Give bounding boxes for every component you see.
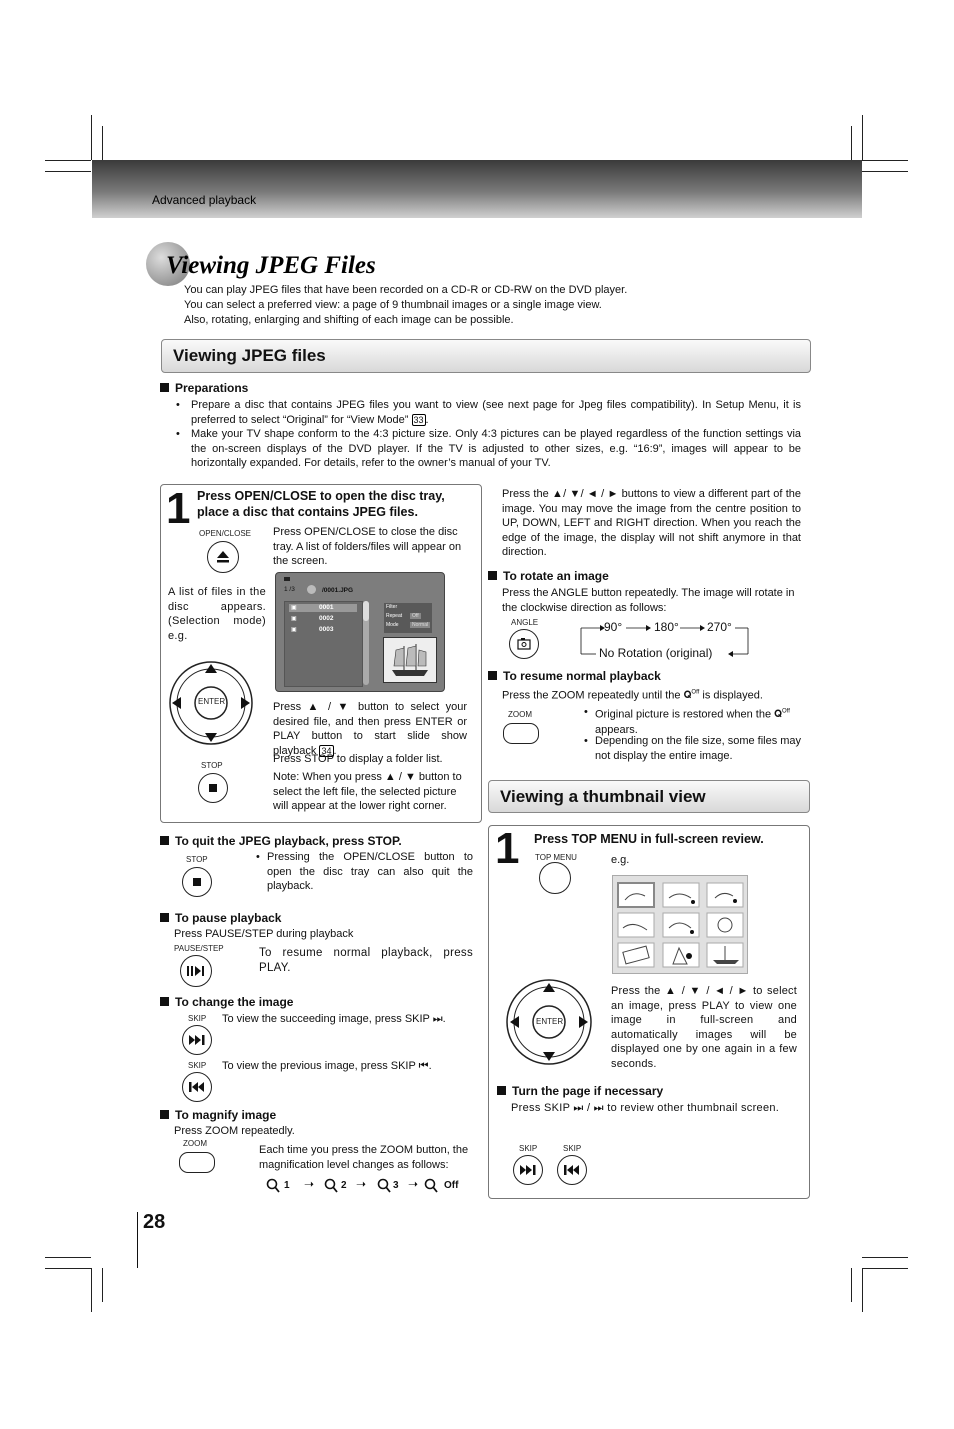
file-name: 0003 [319,626,334,633]
bullet-dot-icon: • [176,428,180,440]
intro-line-3: Also, rotating, enlarging and shifting of each image can be possible. [184,314,514,326]
header-bar [92,160,862,218]
list-text: A list of files in the disc appears. (Selection mode) e.g. [168,586,266,642]
skip-next-button[interactable] [513,1155,543,1185]
zoom-label: ZOOM [183,1139,207,1148]
rotation-180: 180° [654,620,679,634]
pause-resume-text: To resume normal playback, press PLAY. [259,947,473,974]
step-number: 1 [166,484,191,533]
skip-prev-icon [183,1073,211,1101]
section-title: Viewing JPEG files [173,346,326,365]
skip-label: SKIP [188,1061,207,1070]
turn-page-text: Press SKIP ⏭ / ⏭ to review other thumbnail screen. [511,1102,780,1114]
enter-button-label[interactable]: ENTER [536,1017,564,1026]
turn-page-heading: Turn the page if necessary [497,1084,663,1098]
skip-prev-icon [558,1156,586,1184]
move-text: Press the ▲/ ▼/ ◄ / ► buttons to view a different part of the image. You may move the image from the centre position to UP, DOWN, LEFT and RIGHT direction. When you reach the edge of the image, the display will not shift anymore in that direction. [502,488,801,558]
zoom-off-icon: 𝐐$^{Off}$ [774,709,790,721]
resume-heading: To resume normal playback [488,669,661,683]
square-bullet-icon [160,383,169,392]
bullet-dot-icon: • [584,706,588,718]
stop-label: STOP [186,855,208,864]
stop-text: Press STOP to display a folder list. [273,753,443,765]
skip-label: SKIP [519,1144,538,1153]
bullet-dot-icon: • [256,851,260,863]
file-list-panel [284,601,363,687]
rotation-270: 270° [707,620,732,634]
zoom-button[interactable] [503,723,539,744]
quit-heading: To quit the JPEG playback, press STOP. [160,834,402,848]
pause-text: Press PAUSE/STEP during playback [174,928,354,940]
step1-heading: Press OPEN/CLOSE to open the disc tray, place a disc that contains JPEG files. [197,489,445,519]
page-number: 28 [143,1211,166,1233]
magnify-text: Press ZOOM repeatedly. [174,1125,295,1137]
menu-mode[interactable]: Mode [386,622,399,628]
pause-heading: To pause playback [160,911,281,925]
arrow-right-icon: ➝ [356,1177,367,1191]
zoom-level-1: 1 [284,1180,290,1191]
open-close-label: OPEN/CLOSE [199,529,252,538]
section-thumbnail-view [488,780,810,813]
file-icon: ▣ [291,616,297,622]
rotate-text: Press the ANGLE button repeatedly. The image will rotate in the clockwise direction as follows: [502,587,795,614]
zoom-level-2: 2 [341,1180,347,1191]
enter-button-label[interactable]: ENTER [198,697,226,706]
select-text: Press ▲ / ▼ button to select your desired file, and then press ENTER or PLAY button to start slide show playback 34 . [273,701,467,757]
bullet-dot-icon: • [584,735,588,747]
rotation-90: 90° [604,620,623,634]
section-title: Viewing a thumbnail view [500,787,706,806]
intro-line-2: You can select a preferred view: a page of 9 thumbnail images or a single image view. [184,299,602,311]
disc-icon [307,585,316,594]
quit-text: Pressing the OPEN/CLOSE button to open the disc tray can also quit the playback. [267,851,473,892]
skip-next-icon [514,1156,542,1184]
magnifier-icon [424,1178,438,1193]
camera-icon [510,630,538,658]
menu-mode-value: Normal [412,622,429,628]
menu-repeat[interactable]: Repeat [386,613,403,619]
menu-filter[interactable]: Filter [386,604,398,610]
skip-next-button[interactable] [182,1025,212,1055]
square-bullet-icon [488,571,497,580]
square-bullet-icon [497,1086,506,1095]
zoom-off-icon: 𝐐$^{Off}$ [683,690,700,702]
disc-indicator-icon [284,577,290,581]
page-number-rule [137,1212,138,1268]
square-bullet-icon [160,913,169,922]
note-text: Note: When you press ▲ / ▼ button to select the left file, the selected picture will appear at the lower right corner. [273,771,462,812]
thumbnail-select-text: Press the ▲ / ▼ / ◄ / ► to select an image, press PLAY to view one image in full-screen and automatically images will be displayed one by one again in a few seconds. [611,985,797,1070]
angle-label: ANGLE [511,618,539,627]
next-text: To view the succeeding image, press SKIP ⏭. [222,1013,446,1025]
zoom-description: Each time you press the ZOOM button, the magnification level changes as follows: [259,1144,469,1171]
section-label: Advanced playback [152,193,257,207]
bullet-dot-icon: • [176,399,180,411]
resume-text: Press the ZOOM repeatedly until the 𝐐$^{Off}$ is displayed. [502,689,763,702]
top-menu-label: TOP MENU [535,853,577,862]
change-heading: To change the image [160,995,293,1009]
file-name: 0001 [319,604,334,611]
pause-label: PAUSE/STEP [174,944,224,953]
magnifier-icon [266,1178,280,1193]
prev-text: To view the previous image, press SKIP ⏮. [222,1060,432,1072]
stop-label: STOP [201,761,223,770]
rotate-heading: To rotate an image [488,569,609,583]
screen-path: /0001.JPG [322,587,354,594]
skip-label: SKIP [188,1014,207,1023]
zoom-label: ZOOM [508,710,532,719]
open-close-button[interactable] [207,541,239,573]
preview-thumbnail [383,637,437,683]
thumbnail-images-icon [613,876,747,973]
pause-step-icon [181,956,211,986]
page-ref-badge: 33 [413,414,424,425]
page-title: Viewing JPEG Files [166,252,376,279]
square-bullet-icon [160,1110,169,1119]
stop-button[interactable] [198,773,228,803]
square-bullet-icon [488,671,497,680]
step-number: 1 [495,824,520,873]
resume-bullet-2: Depending on the file size, some files may not display the entire image. [595,735,802,762]
arrow-right-icon: ➝ [304,1177,315,1191]
rotation-original: No Rotation (original) [599,646,713,660]
preparation-bullet-2: Make your TV shape conform to the 4:3 picture size. Only 4:3 pictures can be played regardless of the function settings via the on-screen displays of the DVD player. If the TV is adjusted to other sizes, e.g. “16:9”, images will appear to be horizontally expanded. For details, refer to the owner’s manual of your TV. [191,428,801,469]
square-bullet-icon [160,836,169,845]
settings-menu [384,603,432,633]
zoom-level-off: Off [444,1180,459,1191]
example-label: e.g. [611,854,630,866]
angle-button[interactable] [509,629,539,659]
arrow-right-icon: ➝ [408,1177,419,1191]
skip-next-icon [183,1026,211,1054]
preparation-bullet-1: Prepare a disc that contains JPEG files you want to view (see next page for Jpeg files compatibility). In Setup Menu, it is preferred to select “Original” for “View Mode” 33 . [191,399,801,426]
file-list-screen [275,572,445,692]
skip-label: SKIP [563,1144,582,1153]
magnifier-icon [377,1178,391,1193]
zoom-levels-row [266,1177,466,1195]
open-close-text: Press OPEN/CLOSE to close the disc tray. A list of folders/files will appear on the screen. [273,526,462,567]
zoom-level-3: 3 [393,1180,399,1191]
skip-prev-button[interactable] [557,1155,587,1185]
skip-prev-button[interactable] [182,1072,212,1102]
intro-line-1: You can play JPEG files that have been recorded on a CD-R or CD-RW on the DVD player. [184,284,628,296]
preparations-heading: Preparations [160,381,248,395]
top-menu-button[interactable] [539,862,571,894]
file-icon: ▣ [291,627,297,633]
thumbnail-grid [612,875,748,974]
zoom-button[interactable] [179,1152,215,1173]
magnifier-icon [324,1178,338,1193]
section-viewing-jpeg-files [161,339,811,373]
stop-icon [183,868,211,896]
file-icon: ▣ [291,605,297,611]
resume-bullet-1: Original picture is restored when the 𝐐$^{Off}$ appears. [595,708,790,736]
thumbnail-step-heading: Press TOP MENU in full-screen review. [534,832,764,846]
pause-step-button[interactable] [180,955,212,987]
square-bullet-icon [160,997,169,1006]
stop-button[interactable] [182,867,212,897]
magnify-heading: To magnify image [160,1108,276,1122]
page-ref-badge: 34 [321,745,332,756]
ship-image-icon [384,638,436,682]
scrollbar[interactable] [363,601,369,685]
file-name: 0002 [319,615,334,622]
screen-counter: 1 /3 [284,586,295,593]
stop-icon [199,774,227,802]
eject-icon [208,542,238,572]
menu-repeat-value: Off [412,613,419,619]
